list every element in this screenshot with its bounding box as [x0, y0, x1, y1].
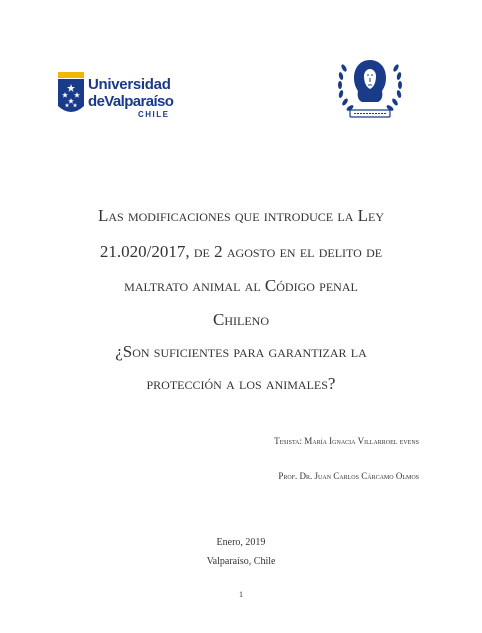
- place-line: Valparaíso, Chile: [206, 556, 276, 567]
- university-name-line1: Universidad: [88, 76, 171, 93]
- university-logo: [58, 72, 174, 120]
- title-line-4: Chileno: [213, 310, 269, 329]
- date-line: Enero, 2019: [216, 537, 266, 548]
- tesista-line: Tesista: María Ignacia Villarroel evens: [274, 436, 419, 446]
- university-shield-icon: [58, 72, 84, 118]
- title-line-5: ¿Son suficientes para garantizar la: [115, 342, 367, 361]
- professor-line: Prof. Dr. Juan Carlos Cárcamo Olmos: [278, 471, 419, 481]
- university-country: CHILE: [138, 110, 170, 119]
- university-name-line2: deValparaíso: [88, 93, 174, 110]
- title-line-6: protección a los animales?: [146, 374, 336, 393]
- page-number: 1: [239, 590, 243, 599]
- title-line-2: 21.020/2017, de 2 agosto en el delito de: [99, 242, 383, 261]
- faculty-seal-icon: [336, 54, 404, 122]
- title-line-3: maltrato animal al Código penal: [124, 276, 358, 295]
- title-line-1: Las modificaciones que introduce la Ley: [97, 206, 384, 225]
